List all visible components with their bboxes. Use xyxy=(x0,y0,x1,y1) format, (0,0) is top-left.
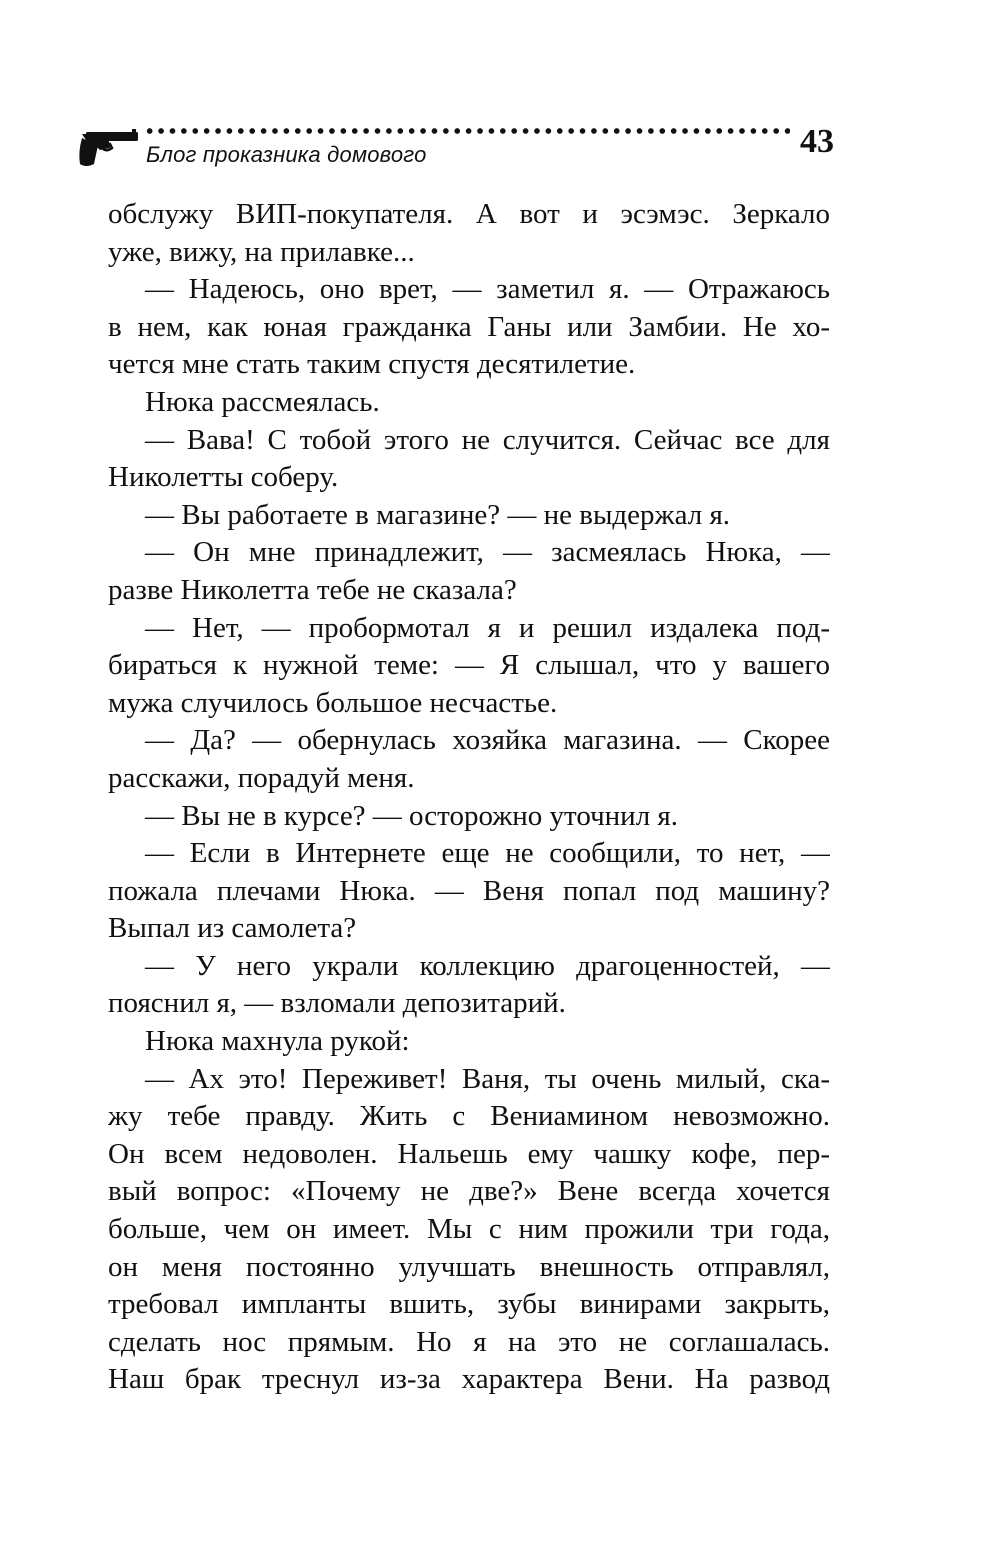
text-line: уже, вижу, на прилавке... xyxy=(108,235,415,268)
text-line: — Нет, — пробормотал я и решил издалека под- xyxy=(145,611,830,644)
header-dotted-rule xyxy=(144,126,790,136)
revolver-icon xyxy=(78,128,140,168)
text-line: — Ах это! Переживет! Ваня, ты очень милый, ска- xyxy=(145,1062,830,1095)
text-line: — Он мне принадлежит, — засмеялась Нюка, — xyxy=(145,536,830,569)
text-line: Нюка рассмеялась. xyxy=(145,385,380,418)
text-line: — У него украли коллекцию драгоценностей, — xyxy=(145,949,830,982)
text-line: чется мне стать таким спустя десятилетие. xyxy=(108,348,636,381)
text-line: сделать нос прямым. Но я на это не соглашалась. xyxy=(108,1325,830,1358)
text-line: Нюка махнула рукой: xyxy=(145,1025,410,1058)
text-line: — Если в Интернете еще не сообщили, то нет, — xyxy=(145,837,830,870)
text-line: расскажи, порадуй меня. xyxy=(108,761,415,794)
text-line: пожала плечами Нюка. — Веня попал под машину? xyxy=(108,874,830,907)
page-header xyxy=(78,118,838,178)
text-line: пояснил я, — взломали депозитарий. xyxy=(108,987,566,1020)
text-line: вый вопрос: «Почему не две?» Вене всегда хочется xyxy=(108,1175,830,1208)
text-line: Наш брак треснул из-за характера Вени. На развод xyxy=(108,1363,830,1396)
text-line: — Надеюсь, оно врет, — заметил я. — Отражаюсь xyxy=(145,273,830,306)
page-number: 43 xyxy=(800,123,834,160)
text-line: он меня постоянно улучшать внешность отправлял, xyxy=(108,1250,830,1283)
body-text xyxy=(108,196,830,1399)
running-title: Блог проказника домового xyxy=(146,142,427,167)
text-line: требовал импланты вшить, зубы винирами закрыть, xyxy=(108,1288,830,1321)
text-line: — Вы работаете в магазине? — не выдержал я. xyxy=(145,498,731,531)
text-line: жу тебе правду. Жить с Вениамином невозможно. xyxy=(108,1100,830,1133)
text-line: — Вы не в курсе? — осторожно уточнил я. xyxy=(145,799,679,832)
text-line: Николетты соберу. xyxy=(108,461,339,494)
text-line: бираться к нужной теме: — Я слышал, что у вашего xyxy=(108,649,830,682)
text-line: — Вава! С тобой этого не случится. Сейчас все для xyxy=(145,423,830,456)
text-line: больше, чем он имеет. Мы с ним прожили три года, xyxy=(108,1213,830,1246)
text-line: мужа случилось большое несчастье. xyxy=(108,686,558,719)
text-line: — Да? — обернулась хозяйка магазина. — Скорее xyxy=(145,724,830,757)
text-line: Он всем недоволен. Нальешь ему чашку кофе, пер- xyxy=(108,1137,830,1170)
text-line: обслужу ВИП-покупателя. А вот и эсэмэс. Зеркало xyxy=(108,198,830,230)
text-line: Выпал из самолета? xyxy=(108,912,357,945)
text-line: в нем, как юная гражданка Ганы или Замбии. Не хо- xyxy=(108,310,830,343)
text-line: разве Николетта тебе не сказала? xyxy=(108,573,517,606)
